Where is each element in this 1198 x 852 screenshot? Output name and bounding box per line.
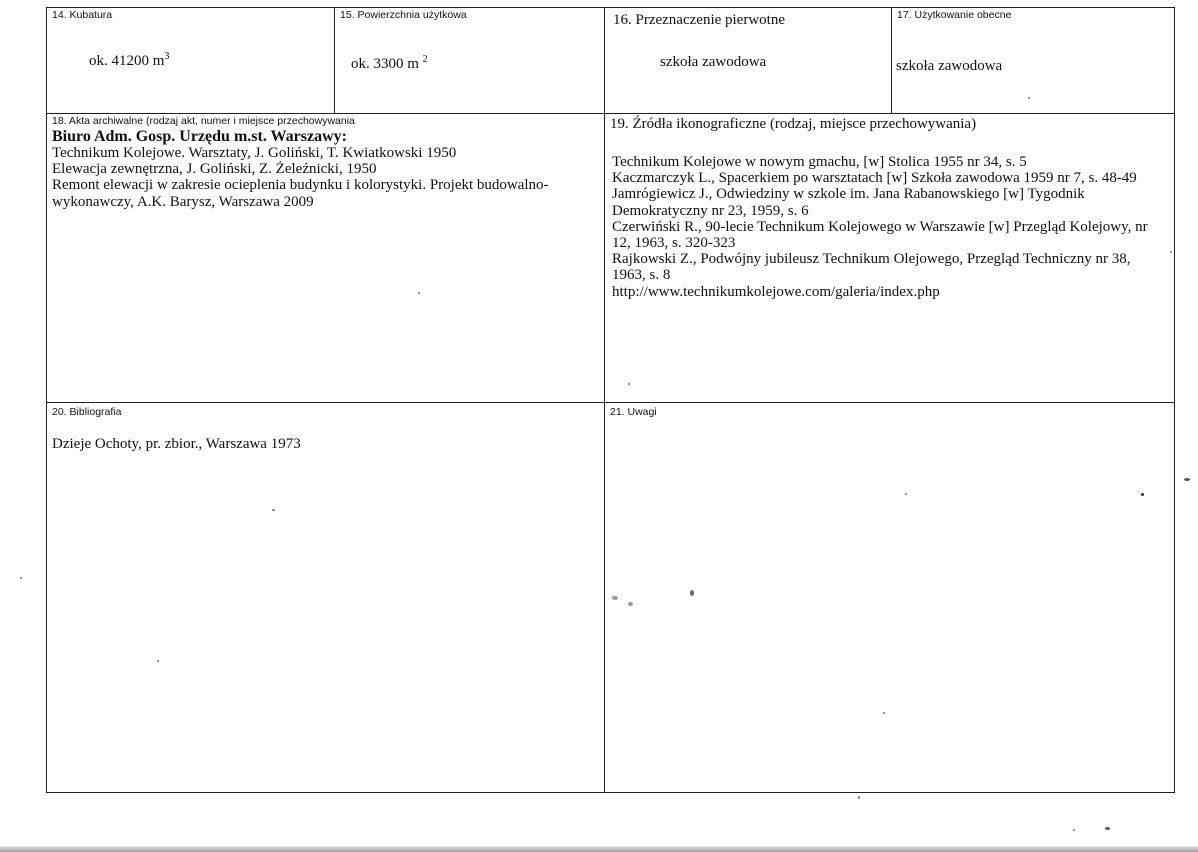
zrodla-ikonograficzne-line: Rajkowski Z., Podwójny jubileusz Technikum Olejowego, Przegląd Techniczny nr 38,: [612, 251, 1131, 268]
bibliografia-content: [47, 436, 604, 452]
scan-speck: [905, 493, 907, 495]
scan-speck: [1184, 478, 1190, 481]
uzytkowanie-value: szkoła zawodowa: [896, 58, 1003, 74]
akta-archiwalne-line: Remont elewacji w zakresie ocieplenia budynku i kolorystyki. Projekt budowalno-: [52, 177, 549, 194]
zrodla-ikonograficzne-line: Czerwiński R., 90-lecie Technikum Kolejowego w Warszawie [w] Przegląd Kolejowy, nr: [612, 218, 1148, 235]
scan-speck: [157, 660, 159, 662]
akta-archiwalne-heading: Biuro Adm. Gosp. Urzędu m.st. Warszawy:: [52, 128, 347, 145]
scan-speck: [1105, 827, 1110, 830]
bibliografia-cell: [47, 403, 605, 792]
powierzchnia-cell: [335, 8, 605, 114]
akta-archiwalne-line: Elewacja zewnętrzna, J. Goliński, Z. Żeleźnicki, 1950: [52, 161, 377, 178]
uzytkowanie-cell: [892, 8, 1174, 114]
scan-bottom-edge: [0, 846, 1198, 852]
akta-archiwalne-line: Technikum Kolejowe. Warsztaty, J. Goliński, T. Kwiatkowski 1950: [52, 145, 457, 161]
scan-speck: [1170, 251, 1172, 253]
zrodla-ikonograficzne-content: [605, 154, 1174, 300]
scan-speck: [690, 590, 694, 596]
akta-archiwalne-label: 18. Akta archiwalne (rodzaj akt, numer i miejsce przechowywania: [52, 115, 355, 127]
uzytkowanie-label: 17. Użytkowanie obecne: [897, 9, 1012, 21]
przeznaczenie-cell: [605, 8, 892, 114]
bibliografia-label: 20. Bibliografia: [52, 406, 122, 418]
kubatura-unit-exponent: 3: [164, 51, 170, 62]
zrodla-ikonograficzne-line: Demokratyczny nr 23, 1959, s. 6: [612, 202, 809, 219]
zrodla-ikonograficzne-label: 19. Źródła ikonograficzne (rodzaj, miejsce przechowywania): [610, 116, 977, 132]
scan-speck: [1073, 829, 1075, 831]
scan-speck: [20, 577, 22, 579]
uwagi-cell: [605, 403, 1174, 792]
bibliografia-line: Dzieje Ochoty, pr. zbior., Warszawa 1973: [52, 436, 301, 452]
zrodla-ikonograficzne-line: Kaczmarczyk L., Spacerkiem po warsztatach [w] Szkoła zawodowa 1959 nr 7, s. 48-49: [612, 170, 1137, 187]
scan-speck: [418, 292, 420, 294]
zrodla-ikonograficzne-line: Technikum Kolejowe w nowym gmachu, [w] Stolica 1955 nr 34, s. 5: [612, 154, 1027, 170]
zrodla-ikonograficzne-line: 1963, s. 8: [612, 267, 671, 284]
scan-speck: [628, 602, 633, 606]
scan-speck: [858, 796, 860, 799]
przeznaczenie-value: szkoła zawodowa: [660, 54, 767, 70]
kubatura-cell: [47, 8, 335, 114]
kubatura-value: ok. 41200 $m^3$: [89, 51, 170, 69]
uwagi-label: 21. Uwagi: [610, 406, 657, 418]
powierzchnia-value: ok. 3300 m $^2$: [351, 54, 428, 72]
zrodla-ikonograficzne-cell: [605, 114, 1174, 403]
akta-archiwalne-line: wykonawczy, A.K. Barysz, Warszawa 2009: [52, 193, 314, 210]
heritage-record-form: [46, 7, 1175, 793]
scan-speck: [272, 509, 275, 511]
kubatura-label: 14. Kubatura: [52, 9, 113, 21]
powierzchnia-label: 15. Powierzchnia użytkowa: [340, 9, 467, 21]
scan-speck: [1028, 97, 1030, 99]
scan-speck: [628, 383, 630, 385]
scan-speck: [612, 596, 618, 600]
zrodla-ikonograficzne-line: Jamrógiewicz J., Odwiedziny w szkole im. Jana Rabanowskiego [w] Tygodnik: [612, 186, 1085, 203]
powierzchnia-unit-exponent: 2: [422, 54, 428, 65]
zrodla-ikonograficzne-line: 12, 1963, s. 320-323: [612, 235, 736, 252]
scan-speck: [1141, 493, 1144, 496]
zrodla-ikonograficzne-link: http://www.technikumkolejowe.com/galeria/index.php: [612, 283, 940, 300]
przeznaczenie-label: 16. Przeznaczenie pierwotne: [613, 12, 785, 28]
akta-archiwalne-cell: [47, 114, 605, 403]
scan-speck: [883, 712, 885, 714]
akta-archiwalne-content: [47, 128, 604, 210]
